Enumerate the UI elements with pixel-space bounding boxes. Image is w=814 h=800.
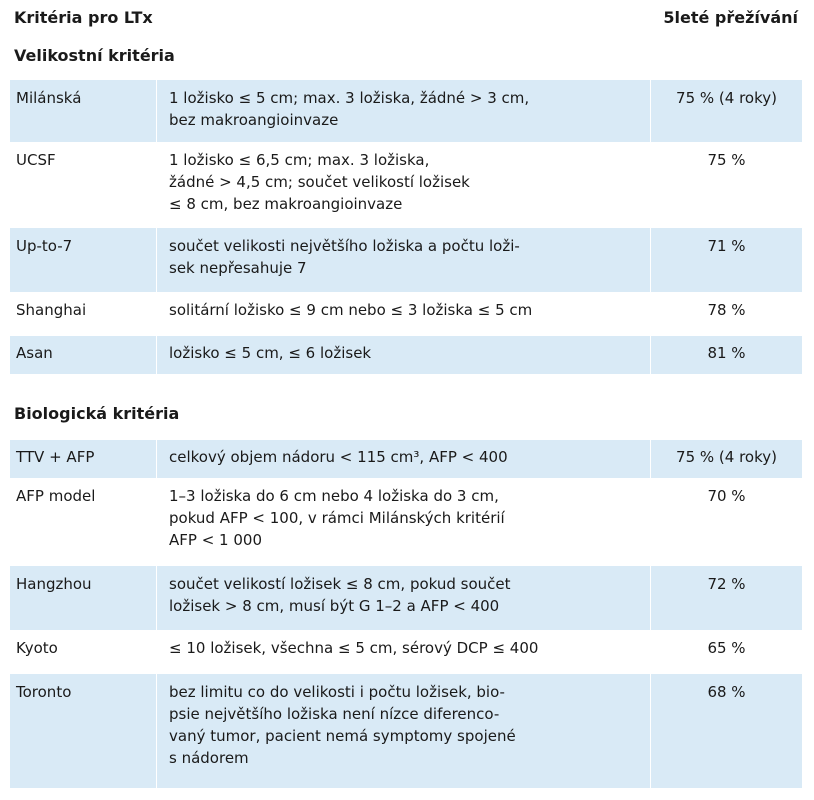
row-name: AFP model <box>16 487 96 505</box>
table-row <box>10 292 802 336</box>
table-row <box>10 440 802 478</box>
row-criteria <box>156 142 650 228</box>
table-row <box>10 478 802 566</box>
section-title-size: Velikostní kritéria <box>14 46 175 65</box>
table-header <box>0 0 814 36</box>
criteria-line: žádné > 4,5 cm; součet velikostí ložisek <box>169 173 470 191</box>
row-survival: 65 % <box>650 630 802 674</box>
row-survival: 75 % (4 roky) <box>650 440 802 478</box>
criteria-line: vaný tumor, pacient nemá symptomy spojené <box>169 727 516 745</box>
row-name: Asan <box>10 336 156 374</box>
row-survival: 68 % <box>650 674 802 788</box>
criteria-line: součet velikostí ložisek ≤ 8 cm, pokud součet <box>169 575 511 593</box>
row-criteria <box>156 630 650 674</box>
row-survival: 81 % <box>650 336 802 374</box>
criteria-line: pokud AFP < 100, v rámci Milánských kritérií <box>169 509 505 527</box>
criteria-line: 1–3 ložiska do 6 cm nebo 4 ložiska do 3 cm, <box>169 487 499 505</box>
row-survival: 75 % (4 roky) <box>650 80 802 142</box>
survival-column-header: 5leté přežívání <box>663 8 798 27</box>
criteria-line: 1 ložisko ≤ 6,5 cm; max. 3 ložiska, <box>169 151 430 169</box>
criteria-line: s nádorem <box>169 749 249 767</box>
row-criteria <box>156 336 650 374</box>
criteria-line: součet velikosti největšího ložiska a počtu loži- <box>169 237 520 255</box>
row-criteria <box>156 80 650 142</box>
table-row <box>10 336 802 374</box>
criteria-line: psie největšího ložiska není nízce diferenco- <box>169 705 500 723</box>
row-criteria <box>156 228 650 292</box>
row-criteria <box>156 478 650 566</box>
criteria-line: bez makroangioinvaze <box>169 111 339 129</box>
row-survival: 72 % <box>650 566 802 630</box>
row-survival: 75 % <box>650 142 802 228</box>
row-name: Up-to-7 <box>10 228 156 292</box>
row-survival: 70 % <box>650 478 802 566</box>
criteria-line: bez limitu co do velikosti i počtu ložisek, bio- <box>169 683 505 701</box>
row-criteria <box>156 566 650 630</box>
criteria-line: ložisek > 8 cm, musí být G 1–2 a AFP < 400 <box>169 597 500 615</box>
criteria-line: ≤ 8 cm, bez makroangioinvaze <box>169 195 403 213</box>
row-criteria <box>156 440 650 478</box>
criteria-line: AFP < 1 000 <box>169 531 262 549</box>
table-row <box>10 80 802 142</box>
criteria-line: solitární ložisko ≤ 9 cm nebo ≤ 3 ložiska ≤ 5 cm <box>169 301 533 319</box>
table-row <box>10 142 802 228</box>
criteria-line: ložisko ≤ 5 cm, ≤ 6 ložisek <box>169 344 372 362</box>
row-name: Shanghai <box>16 301 87 319</box>
row-name: Hangzhou <box>10 566 156 630</box>
row-survival: 78 % <box>650 292 802 336</box>
row-name: UCSF <box>16 151 56 169</box>
table-row <box>10 674 802 788</box>
criteria-line: 1 ložisko ≤ 5 cm; max. 3 ložiska, žádné > 3 cm, <box>169 89 530 107</box>
row-name: Toronto <box>10 674 156 788</box>
section-title-biology: Biologická kritéria <box>14 404 180 423</box>
table-row <box>10 228 802 292</box>
row-name: Kyoto <box>16 639 58 657</box>
table-row <box>10 630 802 674</box>
criteria-line: sek nepřesahuje 7 <box>169 259 307 277</box>
row-criteria <box>156 292 650 336</box>
row-survival: 71 % <box>650 228 802 292</box>
criteria-column-header: Kritéria pro LTx <box>14 8 153 27</box>
row-name: TTV + AFP <box>10 440 156 478</box>
row-criteria <box>156 674 650 788</box>
criteria-line: celkový objem nádoru < 115 cm³, AFP < 400 <box>169 448 508 466</box>
criteria-line: ≤ 10 ložisek, všechna ≤ 5 cm, sérový DCP ≤ 400 <box>169 639 539 657</box>
table-row <box>10 566 802 630</box>
row-name: Milánská <box>10 80 156 142</box>
